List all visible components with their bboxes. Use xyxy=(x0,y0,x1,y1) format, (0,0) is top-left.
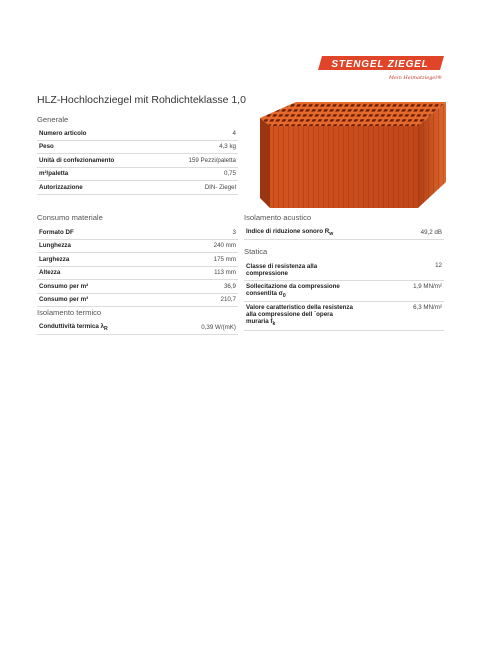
section-heading-termico: Isolamento termico xyxy=(37,308,102,317)
table-row: Autorizzazione DIN- Ziegel xyxy=(37,181,238,195)
table-row: Altezza 113 mm xyxy=(37,266,238,280)
acustico-table xyxy=(244,226,444,240)
brand-tagline: Mein Heimatziegel® xyxy=(388,75,442,81)
table-row: Consumo per m² 36,9 xyxy=(37,280,238,294)
stengel-ziegel-logo xyxy=(318,52,444,82)
page-title: HLZ-Hochlochziegel mit Rohdichteklasse 1,0 xyxy=(37,94,246,106)
brand-name: STENGEL ZIEGEL xyxy=(331,59,429,70)
table-row: Lunghezza 240 mm xyxy=(37,239,238,253)
table-row: Valore caratteristico della resistenza alla compressione dell ´opera muraria $f_k$ 6,3 MN/m² xyxy=(244,302,444,331)
section-heading-consumo: Consumo materiale xyxy=(37,213,103,222)
table-row: Conduttività termica $\lambda_R$ 0,39 W/(mK) xyxy=(37,321,238,334)
statica-table xyxy=(244,260,444,331)
table-row: Indice di riduzione sonoro $R_w$ 49,2 dB xyxy=(244,226,444,239)
brick-image xyxy=(258,98,448,210)
table-row: Peso 4,3 kg xyxy=(37,140,238,154)
section-heading-generale: Generale xyxy=(37,115,69,124)
table-row: Larghezza 175 mm xyxy=(37,253,238,267)
table-row: Consumo per m³ 210,7 xyxy=(37,293,238,307)
section-heading-acustico: Isolamento acustico xyxy=(244,213,312,222)
generale-table xyxy=(37,127,238,195)
table-row: Formato DF 3 xyxy=(37,226,238,239)
table-row: m²/paletta 0,75 xyxy=(37,167,238,181)
table-row: Sollecitazione da compressione consentita $\sigma_0$ 1,9 MN/m² xyxy=(244,281,444,302)
table-row: Numero articolo 4 xyxy=(37,127,238,140)
termico-table xyxy=(37,321,238,335)
table-row: Classe di resistenza alla compressione 12 xyxy=(244,260,444,281)
consumo-table xyxy=(37,226,238,307)
table-row: Unità di confezionamento 159 Pezzi/paletta xyxy=(37,154,238,168)
section-heading-statica: Statica xyxy=(244,247,268,256)
